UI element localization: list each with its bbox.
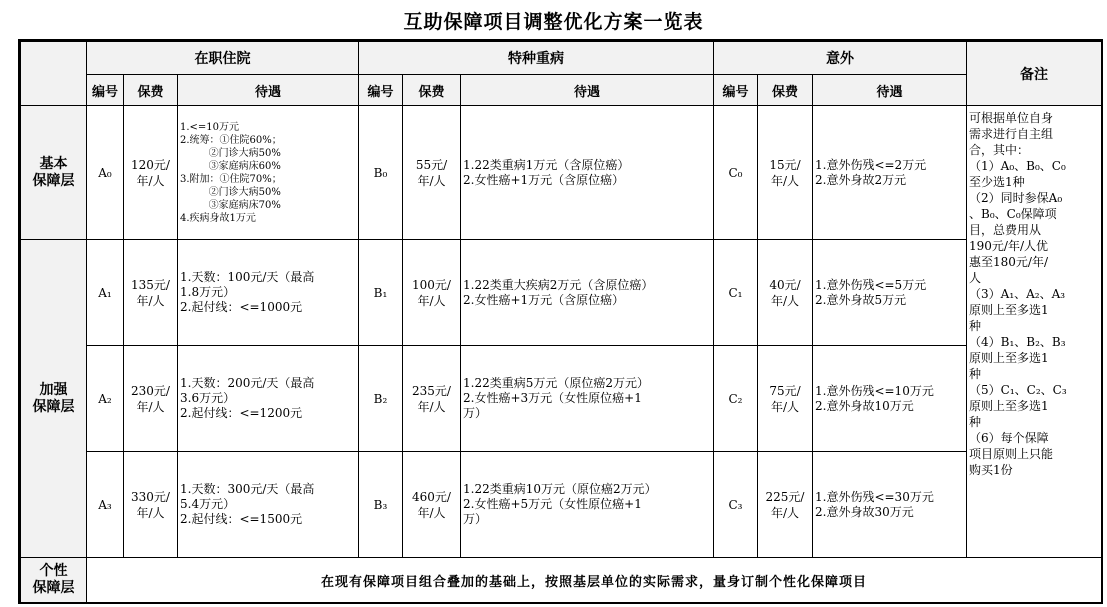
c-code-cell: C₀ bbox=[714, 106, 758, 240]
subheader-a-fee: 保费 bbox=[124, 75, 178, 106]
a-fee-cell: 120元/ 年/人 bbox=[124, 106, 178, 240]
c-fee-cell: 40元/ 年/人 bbox=[758, 240, 813, 346]
layer-label-basic: 基本 保障层 bbox=[21, 106, 87, 240]
c-code-cell: C₁ bbox=[714, 240, 758, 346]
table-row-enhanced-2 bbox=[21, 346, 1102, 452]
subheader-b-benefit: 待遇 bbox=[461, 75, 714, 106]
table-row-enhanced-1 bbox=[21, 240, 1102, 346]
a-benefit-cell: 1.天数：100元/天（最高 1.8万元） 2.起付线：<=1000元 bbox=[178, 240, 359, 346]
table-row-basic bbox=[21, 106, 1102, 240]
b-benefit-cell: 1.22类重大疾病2万元（含原位癌） 2.女性癌+1万元（含原位癌） bbox=[461, 240, 714, 346]
a-benefit-cell: 1.天数：300元/天（最高 5.4万元） 2.起付线：<=1500元 bbox=[178, 452, 359, 558]
corner-cell bbox=[21, 42, 87, 106]
a-fee-cell: 230元/ 年/人 bbox=[124, 346, 178, 452]
table-row-personal bbox=[21, 558, 1102, 603]
c-benefit-cell: 1.意外伤残<=5万元 2.意外身故5万元 bbox=[813, 240, 967, 346]
subheader-a-benefit: 待遇 bbox=[178, 75, 359, 106]
group-header-remarks: 备注 bbox=[967, 42, 1102, 106]
c-code-cell: C₂ bbox=[714, 346, 758, 452]
b-fee-cell: 100元/ 年/人 bbox=[403, 240, 461, 346]
c-fee-cell: 225元/ 年/人 bbox=[758, 452, 813, 558]
table-row-enhanced-3 bbox=[21, 452, 1102, 558]
c-benefit-cell: 1.意外伤残<=2万元 2.意外身故2万元 bbox=[813, 106, 967, 240]
a-code-cell: A₃ bbox=[87, 452, 124, 558]
a-code-cell: A₀ bbox=[87, 106, 124, 240]
page-title: 互助保障项目调整优化方案一览表 bbox=[403, 11, 704, 33]
plan-table bbox=[20, 41, 1102, 603]
a-code-cell: A₁ bbox=[87, 240, 124, 346]
personal-description: 在现有保障项目组合叠加的基础上，按照基层单位的实际需求，量身订制个性化保障项目 bbox=[87, 558, 1102, 603]
b-code-cell: B₁ bbox=[359, 240, 403, 346]
b-code-cell: B₀ bbox=[359, 106, 403, 240]
b-fee-cell: 235元/ 年/人 bbox=[403, 346, 461, 452]
plan-table-frame bbox=[18, 39, 1103, 604]
group-header-yiwai: 意外 bbox=[714, 42, 967, 75]
group-header-tezhong: 特种重病 bbox=[359, 42, 714, 75]
subheader-b-code: 编号 bbox=[359, 75, 403, 106]
b-fee-cell: 55元/ 年/人 bbox=[403, 106, 461, 240]
sub-header-row bbox=[21, 75, 1102, 106]
c-fee-cell: 15元/ 年/人 bbox=[758, 106, 813, 240]
b-code-cell: B₃ bbox=[359, 452, 403, 558]
a-fee-cell: 135元/ 年/人 bbox=[124, 240, 178, 346]
layer-label-personal: 个性 保障层 bbox=[21, 558, 87, 603]
group-header-row bbox=[21, 42, 1102, 75]
a-code-cell: A₂ bbox=[87, 346, 124, 452]
c-fee-cell: 75元/ 年/人 bbox=[758, 346, 813, 452]
subheader-b-fee: 保费 bbox=[403, 75, 461, 106]
subheader-c-fee: 保费 bbox=[758, 75, 813, 106]
remarks-cell: 可根据单位自身 需求进行自主组 合，其中： （1）A₀、B₀、C₀ 至少选1种 （2）同时参保A₀ 、B₀、C₀保障项 目，总费用从 190元/年/人优 惠至180元/年/ 人 （3）A₁、A₂、A₃ 原则上至多选1 种 （4）B₁、B₂、B₃ 原则上至多选1 种 （5）C₁、C₂、C₃ 原则上至多选1 种 （6）每个保障 项目原则上只能 购买1份 bbox=[967, 106, 1102, 558]
b-benefit-cell: 1.22类重病5万元（原位癌2万元） 2.女性癌+3万元（女性原位癌+1 万） bbox=[461, 346, 714, 452]
a-fee-cell: 330元/ 年/人 bbox=[124, 452, 178, 558]
subheader-c-code: 编号 bbox=[714, 75, 758, 106]
layer-label-enhanced: 加强 保障层 bbox=[21, 240, 87, 558]
c-benefit-cell: 1.意外伤残<=30万元 2.意外身故30万元 bbox=[813, 452, 967, 558]
subheader-a-code: 编号 bbox=[87, 75, 124, 106]
b-code-cell: B₂ bbox=[359, 346, 403, 452]
b-benefit-cell: 1.22类重病1万元（含原位癌） 2.女性癌+1万元（含原位癌） bbox=[461, 106, 714, 240]
subheader-c-benefit: 待遇 bbox=[813, 75, 967, 106]
a-benefit-cell: 1.<=10万元 2.统筹：①住院60%； ②门诊大病50% ③家庭病床60% 3.附加：①住院70%； ②门诊大病50% ③家庭病床70% 4.疾病身故1万元 bbox=[178, 106, 359, 240]
b-fee-cell: 460元/ 年/人 bbox=[403, 452, 461, 558]
c-code-cell: C₃ bbox=[714, 452, 758, 558]
a-benefit-cell: 1.天数：200元/天（最高 3.6万元） 2.起付线：<=1200元 bbox=[178, 346, 359, 452]
b-benefit-cell: 1.22类重病10万元（原位癌2万元） 2.女性癌+5万元（女性原位癌+1 万） bbox=[461, 452, 714, 558]
c-benefit-cell: 1.意外伤残<=10万元 2.意外身故10万元 bbox=[813, 346, 967, 452]
group-header-zaizhi: 在职住院 bbox=[87, 42, 359, 75]
